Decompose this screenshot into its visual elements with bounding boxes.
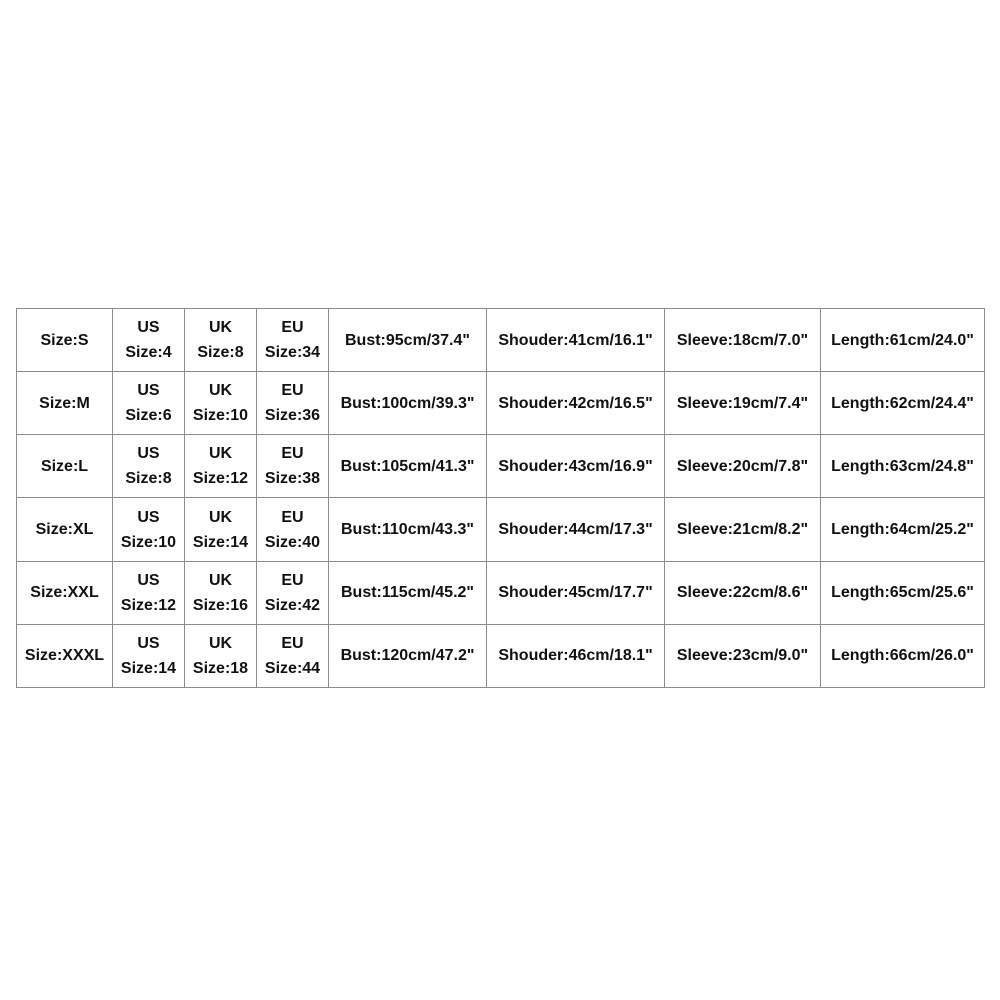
us-value: Size:8 (125, 470, 172, 488)
us-value: Size:10 (120, 533, 177, 551)
uk-value: Size:18 (192, 659, 249, 677)
length-cell: Length:63cm/24.8" (821, 435, 985, 498)
sleeve-cell: Sleeve:22cm/8.6" (665, 561, 821, 624)
sleeve-cell: Sleeve:18cm/7.0" (665, 309, 821, 372)
shoulder-cell: Shouder:46cm/18.1" (487, 624, 665, 687)
eu-value: Size:38 (264, 470, 321, 488)
length-cell: Length:66cm/26.0" (821, 624, 985, 687)
bust-cell: Bust:110cm/43.3" (329, 498, 487, 561)
length-cell: Length:65cm/25.6" (821, 561, 985, 624)
us-size-cell (113, 498, 185, 561)
us-value: Size:14 (120, 659, 177, 677)
eu-label: EU (281, 445, 304, 463)
size-chart-table (16, 308, 985, 688)
length-cell: Length:64cm/25.2" (821, 498, 985, 561)
sleeve-cell: Sleeve:20cm/7.8" (665, 435, 821, 498)
eu-size-cell (257, 561, 329, 624)
size-cell: Size:S (17, 309, 113, 372)
shoulder-cell: Shouder:41cm/16.1" (487, 309, 665, 372)
eu-label: EU (281, 508, 304, 526)
uk-value: Size:16 (192, 596, 249, 614)
eu-size-cell (257, 309, 329, 372)
table-row (17, 372, 985, 435)
shoulder-cell: Shouder:45cm/17.7" (487, 561, 665, 624)
us-size-cell (113, 561, 185, 624)
sleeve-cell: Sleeve:21cm/8.2" (665, 498, 821, 561)
table-row (17, 498, 985, 561)
eu-value: Size:42 (264, 596, 321, 614)
shoulder-cell: Shouder:43cm/16.9" (487, 435, 665, 498)
uk-value: Size:10 (192, 407, 249, 425)
eu-label: EU (281, 382, 304, 400)
us-label: US (137, 319, 160, 337)
size-cell: Size:XL (17, 498, 113, 561)
us-value: Size:6 (125, 407, 172, 425)
us-size-cell (113, 435, 185, 498)
uk-label: UK (208, 445, 233, 463)
eu-value: Size:36 (264, 407, 321, 425)
bust-cell: Bust:120cm/47.2" (329, 624, 487, 687)
length-cell: Length:62cm/24.4" (821, 372, 985, 435)
eu-size-cell (257, 372, 329, 435)
table-row (17, 309, 985, 372)
uk-size-cell (185, 372, 257, 435)
us-label: US (137, 571, 160, 589)
eu-value: Size:34 (264, 344, 321, 362)
length-cell: Length:61cm/24.0" (821, 309, 985, 372)
us-size-cell (113, 624, 185, 687)
eu-label: EU (281, 634, 304, 652)
uk-size-cell (185, 435, 257, 498)
uk-value: Size:14 (192, 533, 249, 551)
sleeve-cell: Sleeve:19cm/7.4" (665, 372, 821, 435)
us-size-cell (113, 372, 185, 435)
uk-label: UK (208, 571, 233, 589)
bust-cell: Bust:115cm/45.2" (329, 561, 487, 624)
uk-label: UK (208, 508, 233, 526)
uk-label: UK (208, 634, 233, 652)
bust-cell: Bust:95cm/37.4" (329, 309, 487, 372)
uk-label: UK (208, 382, 233, 400)
eu-size-cell (257, 435, 329, 498)
uk-value: Size:12 (192, 470, 249, 488)
size-cell: Size:L (17, 435, 113, 498)
us-label: US (137, 382, 160, 400)
shoulder-cell: Shouder:44cm/17.3" (487, 498, 665, 561)
us-label: US (137, 445, 160, 463)
table-row (17, 561, 985, 624)
size-cell: Size:M (17, 372, 113, 435)
eu-value: Size:44 (264, 659, 321, 677)
table-row (17, 435, 985, 498)
uk-label: UK (208, 319, 233, 337)
us-size-cell (113, 309, 185, 372)
us-value: Size:12 (120, 596, 177, 614)
us-label: US (137, 634, 160, 652)
size-cell: Size:XXL (17, 561, 113, 624)
uk-size-cell (185, 561, 257, 624)
bust-cell: Bust:100cm/39.3" (329, 372, 487, 435)
uk-size-cell (185, 309, 257, 372)
eu-label: EU (281, 319, 304, 337)
eu-label: EU (281, 571, 304, 589)
table-row (17, 624, 985, 687)
us-value: Size:4 (125, 344, 172, 362)
uk-value: Size:8 (197, 344, 244, 362)
sleeve-cell: Sleeve:23cm/9.0" (665, 624, 821, 687)
uk-size-cell (185, 498, 257, 561)
eu-size-cell (257, 498, 329, 561)
eu-size-cell (257, 624, 329, 687)
eu-value: Size:40 (264, 533, 321, 551)
uk-size-cell (185, 624, 257, 687)
shoulder-cell: Shouder:42cm/16.5" (487, 372, 665, 435)
bust-cell: Bust:105cm/41.3" (329, 435, 487, 498)
size-cell: Size:XXXL (17, 624, 113, 687)
us-label: US (137, 508, 160, 526)
